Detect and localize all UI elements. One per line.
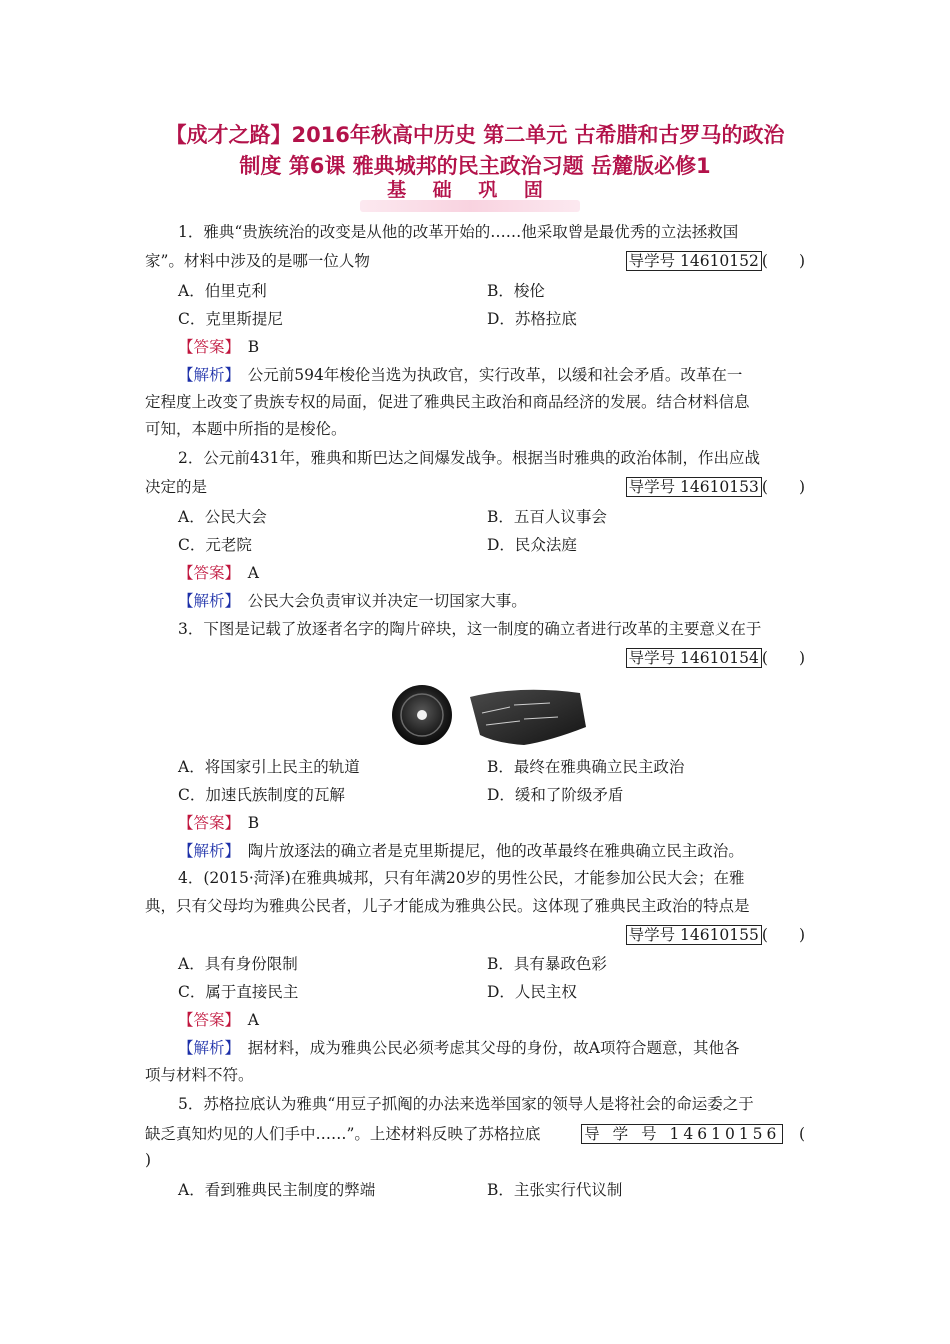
- q2-option-b: B．五百人议事会: [487, 508, 607, 526]
- ostracon-image: [390, 683, 590, 747]
- q2-analysis-label: 【解析】: [178, 592, 233, 610]
- ostracon-figure: [390, 683, 590, 747]
- q4-option-b: B．具有暴政色彩: [487, 955, 607, 973]
- q2-stem-line-1: 2．公元前431年，雅典和斯巴达之间爆发战争。根据当时雅典的政治体制，作出应战: [178, 449, 760, 467]
- token-disc: [392, 685, 452, 745]
- q4-analysis-label: 【解析】: [178, 1039, 233, 1057]
- q2-option-d: D．民众法庭: [487, 536, 577, 554]
- q3-daoxue-number: 导学号 14610154: [626, 648, 762, 668]
- q2-reference: [626, 477, 805, 497]
- q1-stem-line-1: 1．雅典“贵族统治的改变是从他的改革开始的……他采取曾是最优秀的立法拯救国: [178, 223, 739, 241]
- q3-option-d: D．缓和了阶级矛盾: [487, 786, 624, 804]
- q1-reference: [626, 251, 805, 271]
- q4-option-c: C．属于直接民主: [178, 983, 299, 1001]
- q1-analysis-line-2: 定程度上改变了贵族专权的局面，促进了雅典民主政治和商品经济的发展。结合材料信息: [145, 393, 750, 411]
- q3-reference: [626, 648, 805, 668]
- q4-option-a: A．具有身份限制: [178, 955, 298, 973]
- q3-option-c: C．加速氏族制度的瓦解: [178, 786, 345, 804]
- q2-daoxue-number: 导学号 14610153: [626, 477, 762, 497]
- title-line-2: 制度 第6课 雅典城邦的民主政治习题 岳麓版必修1: [239, 154, 711, 178]
- q5-close-paren: ): [145, 1151, 152, 1169]
- q4-daoxue-number: 导学号 14610155: [626, 925, 762, 945]
- q3-analysis-line-1: [178, 841, 838, 861]
- q5-stem-line-2: 缺乏真知灼见的人们手中……”。上述材料反映了苏格拉底: [145, 1125, 541, 1143]
- q2-analysis-line-1: [178, 591, 838, 611]
- q1-analysis-line-3: 可知，本题中所指的是梭伦。: [145, 420, 347, 438]
- q2-answer: [178, 563, 838, 583]
- section-title: 基 础 巩 固: [387, 179, 553, 201]
- title-line-1: 【成才之路】2016年秋高中历史 第二单元 古希腊和古罗马的政治: [165, 123, 785, 147]
- q1-answer-blank: ( ): [761, 252, 805, 270]
- q1-analysis-line-1: [178, 365, 838, 385]
- q2-option-a: A．公民大会: [178, 508, 267, 526]
- q4-stem-line-2: 典，只有父母均为雅典公民者，儿子才能成为雅典公民。这体现了雅典民主政治的特点是: [145, 897, 750, 915]
- q4-analysis-line-2: 项与材料不符。: [145, 1066, 254, 1084]
- q5-daoxue-number: 导 学 号 14610156: [581, 1124, 783, 1144]
- q5-stem-line-1: 5．苏格拉底认为雅典“用豆子抓阄的办法来选举国家的领导人是将社会的命运委之于: [178, 1095, 754, 1113]
- q2-option-c: C．元老院: [178, 536, 252, 554]
- q5-option-b: B．主张实行代议制: [487, 1181, 623, 1199]
- q3-answer: [178, 813, 838, 833]
- q3-answer-value: B: [247, 814, 260, 832]
- q1-analysis-text-1: 公元前594年梭伦当选为执政官，实行改革，以缓和社会矛盾。改革在一: [247, 366, 743, 384]
- q4-answer-blank: ( ): [761, 926, 805, 944]
- q1-answer-label: 【答案】: [178, 338, 233, 356]
- q1-option-b: B．梭伦: [487, 282, 545, 300]
- q1-stem-line-2: 家”。材料中涉及的是哪一位人物: [145, 252, 370, 270]
- q1-option-d: D．苏格拉底: [487, 310, 577, 328]
- q3-analysis-label: 【解析】: [178, 842, 233, 860]
- q3-option-b: B．最终在雅典确立民主政治: [487, 758, 685, 776]
- q2-answer-blank: ( ): [761, 478, 805, 496]
- q3-option-a: A．将国家引上民主的轨道: [178, 758, 360, 776]
- q3-analysis-text-1: 陶片放逐法的确立者是克里斯提尼，他的改革最终在雅典确立民主政治。: [247, 842, 744, 860]
- q4-answer-label: 【答案】: [178, 1011, 233, 1029]
- q2-analysis-text-1: 公民大会负责审议并决定一切国家大事。: [247, 592, 527, 610]
- q4-answer: [178, 1010, 838, 1030]
- q1-option-a: A．伯里克利: [178, 282, 267, 300]
- q1-answer: [178, 337, 838, 357]
- q3-answer-label: 【答案】: [178, 814, 233, 832]
- q3-stem-line-1: 3．下图是记载了放逐者名字的陶片碎块，这一制度的确立者进行改革的主要意义在于: [178, 620, 762, 638]
- q1-option-c: C．克里斯提尼: [178, 310, 283, 328]
- q3-answer-blank: ( ): [761, 649, 805, 667]
- document-title: [130, 120, 820, 182]
- q4-analysis-line-1: [178, 1038, 838, 1058]
- q1-answer-value: B: [247, 338, 260, 356]
- q4-answer-value: A: [247, 1011, 259, 1029]
- q1-analysis-label: 【解析】: [178, 366, 233, 384]
- q2-answer-label: 【答案】: [178, 564, 233, 582]
- q4-analysis-text-1: 据材料，成为雅典公民必须考虑其父母的身份，故A项符合题意，其他各: [247, 1039, 740, 1057]
- section-heading: [360, 176, 580, 212]
- q4-reference: [626, 925, 805, 945]
- q5-option-a: A．看到雅典民主制度的弊端: [178, 1181, 376, 1199]
- q2-answer-value: A: [247, 564, 259, 582]
- q4-stem-line-1: 4．(2015·菏泽)在雅典城邦，只有年满20岁的男性公民，才能参加公民大会；在雅: [178, 869, 745, 887]
- q5-reference: [581, 1124, 805, 1144]
- q4-option-d: D．人民主权: [487, 983, 577, 1001]
- q5-open-paren: (: [798, 1125, 805, 1143]
- pottery-sherd: [470, 690, 586, 745]
- q1-daoxue-number: 导学号 14610152: [626, 251, 762, 271]
- q2-stem-line-2: 决定的是: [145, 478, 208, 496]
